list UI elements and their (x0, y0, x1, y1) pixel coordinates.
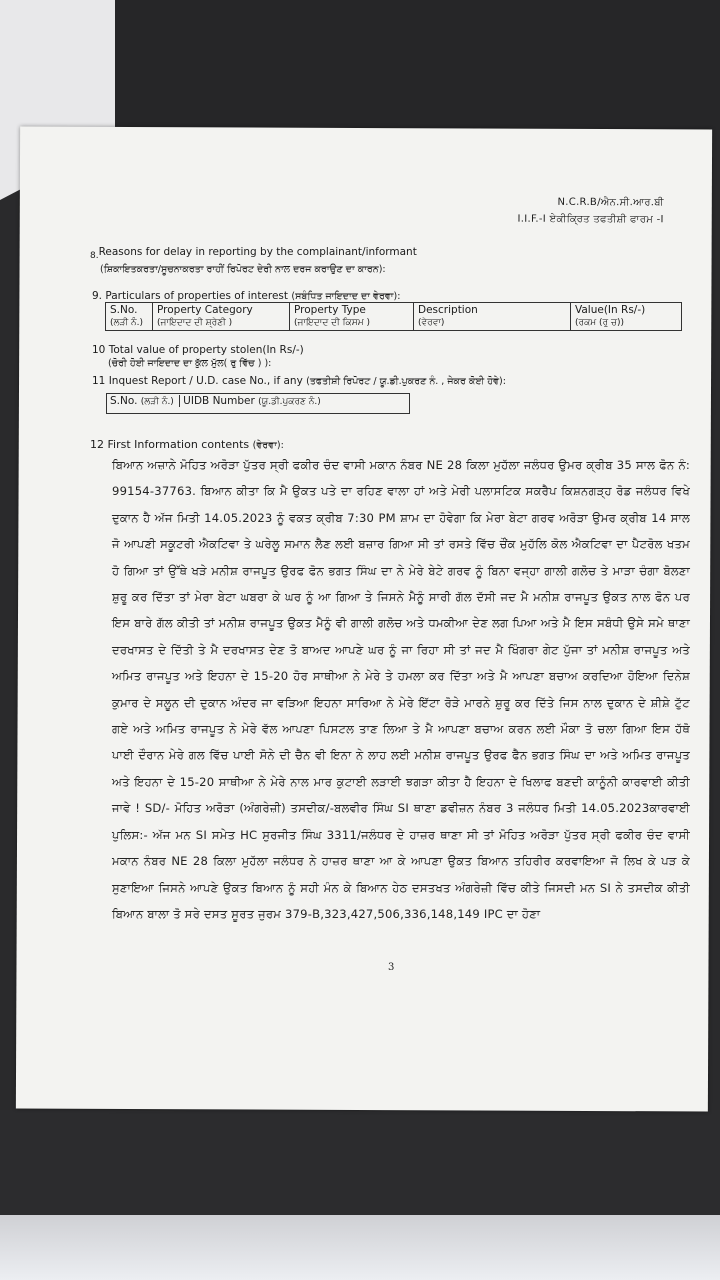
section-11-heading (92, 375, 506, 388)
section-8-subtitle: (ਸ਼ਿਕਾਇਤਕਰਤਾ/ਸੂਚਨਾਕਰਤਾ ਰਾਹੀਂ ਰਿਪੋਰਟ ਦੇਰੀ ਨਾਲ ਦਰਜ ਕਰਾਉਣ ਦਾ ਕਾਰਨ): (100, 264, 386, 275)
properties-table (105, 302, 682, 331)
section-10-subtitle: (ਚੋਰੀ ਹੋਈ ਜਾਇਦਾਦ ਦਾ ਕੁੱਲ ਮੁੱਲ( ਰੁ ਵਿੱਚ ) ): (108, 358, 272, 369)
inquest-table (106, 393, 410, 414)
col-property-category: Property Category (ਜਾਇਦਾਦ ਦੀ ਸ਼੍ਰੇਣੀ ) (153, 303, 290, 331)
inquest-col-sno: S.No. (ਲੜੀ ਨੰ.) (110, 395, 174, 407)
section-10-title: 10 Total value of property stolen(In Rs/-) (92, 344, 304, 356)
col-property-type: Property Type (ਜਾਇਦਾਦ ਦੀ ਕਿਸਮ ) (290, 303, 414, 331)
section-9-subtitle: (ਸਬੰਧਿਤ ਜਾਇਦਾਦ ਦਾ ਵੇਰਵਾ): (291, 291, 401, 302)
col-description: Description (ਵੇਰਵਾ) (414, 303, 571, 331)
section-10 (92, 344, 304, 370)
section-12-title: 12 First Information contents (90, 438, 250, 451)
inquest-col-uidb: UIDB Number (ਯੂ.ਡੀ.ਪੁਕਰਣ ਨੰ.) (179, 395, 321, 407)
first-information-contents: ਬਿਆਨ ਅਜ਼ਾਨੇ ਮੋਹਿਤ ਅਰੋੜਾ ਪੁੱਤਰ ਸ੍ਰੀ ਫਕੀਰ ਚੰਦ ਵਾਸੀ ਮਕਾਨ ਨੰਬਰ NE 28 ਕਿਲਾ ਮੁਹੱਲਾ ਜਲੰਧਰ ਉਮਰ ਕ੍ਰੀਬ 35 ਸਾਲ ਫੋਨ ਨੰ: 99154-37763. ਬਿਆਨ ਕੀਤਾ ਕਿ ਮੈ ਉਕਤ ਪਤੇ ਦਾ ਰਹਿਣ ਵਾਲਾ ਹਾਂ ਅਤੇ ਮੇਰੀ ਪਲਾਸਟਿਕ ਸਕਰੈਪ ਕਿਸ਼ਨਗੜ੍ਹ ਰੋਡ ਜਲੰਧਰ ਵਿਖੇ ਦੁਕਾਨ ਹੈ ਅੱਜ ਮਿਤੀ 14.05.2023 ਨੂੰ ਵਕਤ ਕ੍ਰੀਬ 7:30 PM ਸ਼ਾਮ ਦਾ ਹੋਵੇਗਾ ਕਿ ਮੇਰਾ ਬੇਟਾ ਗਰਵ ਅਰੋੜਾ ਉਮਰ ਕ੍ਰੀਬ 14 ਸਾਲ ਜੋ ਆਪਣੀ ਸਕੂਟਰੀ ਐਕਟਿਵਾ ਤੇ ਘਰੇਲੂ ਸਮਾਨ ਲੈਣ ਲਈ ਬਜ਼ਾਰ ਗਿਆ ਸੀ ਤਾਂ ਰਸਤੇ ਵਿੱਚ ਚੌਂਕ ਮੁਹੱਲਿ ਕੋਲ ਐਕਟਿਵਾ ਦਾ ਪੈਟਰੋਲ ਖਤਮ ਹੋ ਗਿਆ ਤਾਂ ਉੱਥੇ ਖੜੇ ਮਨੀਸ਼ ਰਾਜਪੂਤ ਉਰਫ ਫੋਨ ਭਗਤ ਸਿੰਘ ਦਾ ਨੇ ਮੇਰੇ ਬੇਟੇ ਗਰਵ ਨੂੰ ਬਿਨਾ ਵਜ੍ਹਾ ਗਾਲੀ ਗਲੋਚ ਤੇ ਮਾੜਾ ਚੰਗਾ ਬੋਲਣਾ ਸ਼ੁਰੂ ਕਰ ਦਿੱਤਾ ਤਾਂ ਮੇਰਾ ਬੇਟਾ ਘਬਰਾ ਕੇ ਘਰ ਨੂੰ ਆ ਗਿਆ ਤੇ ਜਿਸਨੇ ਮੈਨੂੰ ਸਾਰੀ ਗੱਲ ਦੱਸੀ ਜਦ ਮੈ ਮਨੀਸ਼ ਰਾਜਪੂਤ ਉਕਤ ਨਾਲ ਫੋਨ ਪਰ ਇਸ ਬਾਰੇ ਗੱਲ ਕੀਤੀ ਤਾਂ ਮਨੀਸ਼ ਰਾਜਪੂਤ ਉਕਤ ਮੈਨੂੰ ਵੀ ਗਾਲੀ ਗਲੋਚ ਅਤੇ ਧਮਕੀਆ ਦੇਣ ਲਗ ਪਿਆ ਅਤੇ ਮੈ ਇਸ ਸਬੰਧੀ ਉਸੇ ਸਮੇ ਥਾਣਾ ਦਰਖਾਸਤ ਦੇ ਦਿੱਤੀ ਤੇ ਮੈ ਦਰਖਾਸਤ ਦੇਣ ਤੋ ਬਾਅਦ ਆਪਣੇ ਘਰ ਨੂੰ ਜਾ ਰਿਹਾ ਸੀ ਤਾਂ ਜਦ ਮੈ ਖਿੰਗਰਾ ਗੇਟ ਪੁੱਜਾ ਤਾਂ ਮਨੀਸ਼ ਰਾਜਪੂਤ ਅਤੇ ਅਮਿਤ ਰਾਜਪੂਤ ਅਤੇ ਇਹਨਾ ਦੇ 15-20 ਹੋਰ ਸਾਥੀਆ ਨੇ ਮੇਰੇ ਤੇ ਹਮਲਾ ਕਰ ਦਿੱਤਾ ਅਤੇ ਮੈ ਆਪਣਾ ਬਚਾਅ ਕਰਦਿਆ ਹੋਇਆ ਦਿਨੇਸ਼ ਕੁਮਾਰ ਦੇ ਸਲੂਨ ਦੀ ਦੁਕਾਨ ਅੰਦਰ ਜਾ ਵੜਿਆ ਇਹਨਾ ਸਾਰਿਆ ਨੇ ਮੇਰੇ ਇੱਟਾ ਰੋੜੇ ਮਾਰਨੇ ਸ਼ੁਰੂ ਕਰ ਦਿੱਤੇ ਜਿਸ ਨਾਲ ਦੁਕਾਨ ਦੇ ਸ਼ੀਸ਼ੇ ਟੁੱਟ ਗਏ ਅਤੇ ਅਮਿਤ ਰਾਜਪੂਤ ਨੇ ਮੇਰੇ ਵੱਲ ਆਪਣਾ ਪਿਸਟਲ ਤਾਣ ਲਿਆ ਤੇ ਮੈ ਆਪਣਾ ਬਚਾਅ ਕਰਨ ਲਈ ਮੌਕਾ ਤੋ ਚਲਾ ਗਿਆ ਇਸ ਹੱਥੋ ਪਾਈ ਦੌਰਾਨ ਮੇਰੇ ਗਲ ਵਿੱਚ ਪਾਈ ਸੋਨੇ ਦੀ ਚੈਨ ਵੀ ਇਨਾ ਨੇ ਲਾਹ ਲਈ ਮਨੀਸ਼ ਰਾਜਪੂਤ ਉਰਫ ਫੈਨ ਭਗਤ ਸਿੰਘ ਦਾ ਅਤੇ ਅਮਿਤ ਰਾਜਪੂਤ ਅਤੇ ਇਹਨਾ ਦੇ 15-20 ਸਾਥੀਆ ਨੇ ਮੇਰੇ ਨਾਲ ਮਾਰ ਕੁਟਾਈ ਲੜਾਈ ਝਗੜਾ ਕੀਤਾ ਹੈ ਇਹਨਾ ਦੇ ਖਿਲਾਫ ਬਣਦੀ ਕਾਨੂੰਨੀ ਕਾਰਵਾਈ ਕੀਤੀ ਜਾਵੇ ! SD/- ਮੋਹਿਤ ਅਰੋੜਾ (ਅੰਗਰੇਜ਼ੀ) ਤਸਦੀਕ/-ਬਲਵੀਰ ਸਿੰਘ SI ਥਾਣਾ ਡਵੀਜ਼ਨ ਨੰਬਰ 3 ਜਲੰਧਰ ਮਿਤੀ 14.05.2023ਕਾਰਵਾਈ ਪੁਲਿਸ:- ਅੱਜ ਮਨ SI ਸਮੇਤ HC ਸੁਰਜੀਤ ਸਿੰਘ 3311/ਜਲੰਧਰ ਦੇ ਹਾਜ਼ਰ ਥਾਣਾ ਸੀ ਤਾਂ ਮੋਹਿਤ ਅਰੋੜਾ ਪੁੱਤਰ ਸ੍ਰੀ ਫਕੀਰ ਚੰਦ ਵਾਸੀ ਮਕਾਨ ਨੰਬਰ NE 28 ਕਿਲਾ ਮੁਹੱਲਾ ਜਲੰਧਰ ਨੇ ਹਾਜ਼ਰ ਥਾਣਾ ਆ ਕੇ ਆਪਣਾ ਉਕਤ ਬਿਆਨ ਤਹਿਰੀਰ ਕਰਵਾਇਆ ਜੋ ਲਿਖ ਕੇ ਪੜ ਕੇ ਸੁਣਾਇਆ ਜਿਸਨੇ ਆਪਣੇ ਉਕਤ ਬਿਆਨ ਨੂੰ ਸਹੀ ਮੰਨ ਕੇ ਬਿਆਨ ਹੇਠ ਦਸਤਖਤ ਅੰਗਰੇਜ਼ੀ ਵਿੱਚ ਕੀਤੇ ਜਿਸਦੀ ਮਨ SI ਨੇ ਤਸਦੀਕ ਕੀਤੀ ਬਿਆਨ ਬਾਲਾ ਤੋ ਸਰੇ ਦਸਤ ਸੂਰਤ ਜੁਰਮ 379-B,323,427,506,336,148,149 IPC ਦਾ ਹੋਣਾ (112, 458, 690, 921)
section-11-title: 11 Inquest Report / U.D. case No., if any (92, 375, 303, 387)
page-number: 3 (388, 962, 395, 973)
section-8-number: 8. (90, 251, 99, 261)
col-value: Value(In Rs/-) (ਰਕਮ (ਰੁ ਚ)) (571, 303, 682, 331)
section-8 (90, 246, 417, 276)
section-12-subtitle: (ਵੇਰਵਾ): (252, 440, 284, 451)
section-9-title: 9. Particulars of properties of interest (92, 290, 289, 302)
section-11-subtitle: (ਤਫਤੀਸ਼ੀ ਰਿਪੋਰਟ / ਯੂ.ਡੀ.ਪੁਕਰਣ ਨੰ. , ਜੇਕਰ ਕੋਈ ਹੋਵੇ): (306, 376, 506, 387)
col-sno: S.No. (ਲੜੀ ਨੰ.) (106, 303, 153, 331)
header-ncrb: N.C.R.B/ਐਨ.ਸੀ.ਆਰ.ਬੀ (557, 196, 664, 209)
section-8-title: Reasons for delay in reporting by the complainant/informant (98, 246, 417, 258)
header-form-title: I.I.F.-I ਏਕੀਕ੍ਰਿਤ ਤਫਤੀਸ਼ੀ ਫਾਰਮ -I (517, 213, 664, 226)
background-cloth (0, 1215, 720, 1280)
properties-table-header (106, 303, 682, 331)
section-12-heading (90, 438, 284, 451)
